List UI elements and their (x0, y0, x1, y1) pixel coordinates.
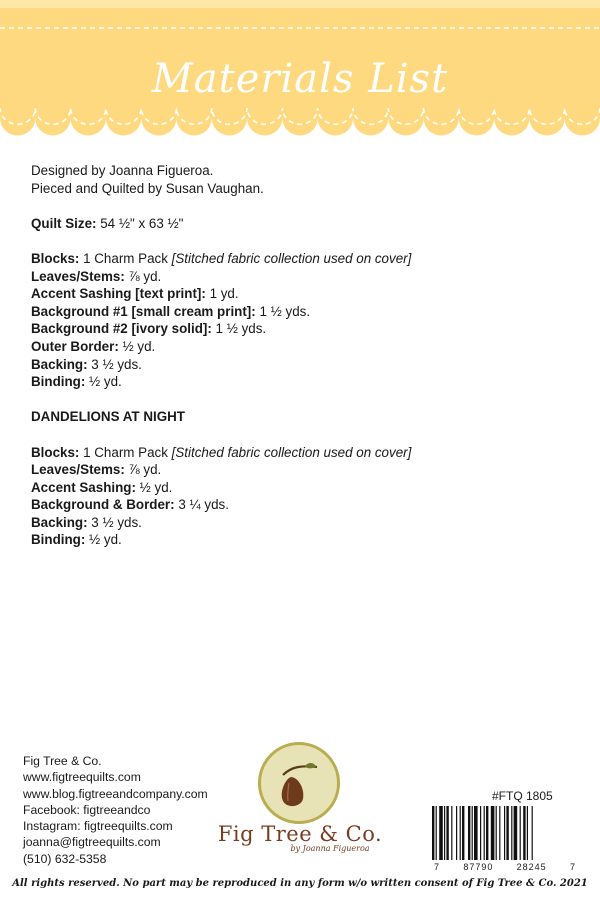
material-value: ½ yd. (135, 479, 173, 495)
material-item (31, 338, 576, 356)
material-item (31, 250, 576, 268)
material-item (31, 285, 576, 303)
quilt-size (31, 215, 576, 233)
material-value: 1 ½ yds. (211, 321, 267, 337)
material-label: Background #2 [ivory solid]: (31, 321, 212, 337)
material-item (31, 496, 576, 514)
logo-wordmark: Fig Tree & Co. (217, 822, 383, 846)
website-link[interactable]: www.figtreequilts.com (23, 770, 141, 785)
material-label: Background #1 [small cream print]: (31, 303, 256, 319)
page-title: Materials List (151, 56, 449, 102)
material-label: Blocks: (31, 250, 80, 266)
rights-notice: All rights reserved. No part may be reproduced in any form w/o written consent of Fig Tree & Co. 2021 (12, 878, 588, 889)
material-label: Accent Sashing [text print]: (31, 286, 206, 302)
logo-byline: by Joanna Figueroa (290, 844, 370, 853)
material-label: Binding: (31, 374, 86, 390)
material-value: ⅞ yd. (124, 462, 162, 478)
material-value: 1 Charm Pack (79, 444, 172, 460)
barcode-digit-group: 7 (434, 862, 441, 872)
section-heading: DANDELIONS AT NIGHT (31, 409, 185, 425)
material-value: 1 ½ yds. (255, 303, 311, 319)
material-list-primary (31, 250, 576, 391)
quilt-size-label: Quilt Size: (31, 215, 97, 231)
material-item (31, 514, 576, 532)
email-link[interactable]: joanna@figtreequilts.com (23, 835, 161, 850)
barcode-digit-group: 7 (569, 862, 576, 872)
material-note: [Stitched fabric collection used on cover] (171, 444, 412, 460)
material-label: Leaves/Stems: (31, 462, 125, 478)
blog-link[interactable]: www.blog.figtreeandcompany.com (23, 786, 208, 801)
material-value: ½ yd. (118, 338, 156, 354)
facebook-handle: Facebook: figtreeandco (23, 802, 151, 817)
credit-designer: Designed by Joanna Figueroa. (31, 163, 214, 178)
material-value: 1 yd. (205, 286, 239, 302)
barcode-icon (430, 806, 576, 870)
materials-content (31, 162, 576, 549)
material-item (31, 531, 576, 549)
material-value: 3 ¼ yds. (174, 497, 229, 513)
instagram-handle: Instagram: figtreequilts.com (23, 819, 173, 834)
company-name: Fig Tree & Co. (23, 754, 102, 768)
material-value: ½ yd. (85, 532, 122, 548)
phone-number: (510) 632-5358 (23, 851, 107, 866)
fig-icon (258, 742, 340, 824)
quilt-size-value: 54 ½" x 63 ½" (96, 215, 184, 231)
material-item (31, 444, 576, 462)
material-item (31, 268, 576, 286)
material-item (31, 303, 576, 321)
barcode-digits (434, 862, 576, 872)
material-value: 1 Charm Pack (79, 250, 172, 266)
material-item (31, 373, 576, 391)
material-value: ⅞ yd. (124, 268, 162, 284)
credit-quilter: Pieced and Quilted by Susan Vaughan. (31, 180, 264, 196)
material-value: 3 ½ yds. (87, 356, 142, 372)
material-label: Accent Sashing: (31, 479, 136, 495)
material-item (31, 320, 576, 338)
material-label: Backing: (31, 356, 88, 372)
material-label: Binding: (31, 532, 86, 548)
material-item (31, 479, 576, 497)
material-item (31, 356, 576, 374)
material-list-night (31, 444, 576, 550)
barcode-digit-group: 28245 (516, 862, 547, 872)
material-item (31, 461, 576, 479)
fig-tree-logo (200, 742, 400, 854)
material-label: Blocks: (31, 444, 80, 460)
material-value: 3 ½ yds. (87, 514, 142, 530)
material-label: Outer Border: (31, 338, 119, 354)
material-label: Background & Border: (31, 497, 175, 513)
material-label: Backing: (31, 514, 88, 530)
pattern-number: #FTQ 1805 (492, 789, 553, 803)
material-label: Leaves/Stems: (31, 268, 125, 284)
contact-info (23, 753, 208, 867)
material-value: ½ yd. (85, 374, 122, 390)
barcode-digit-group: 87790 (463, 862, 494, 872)
material-note: [Stitched fabric collection used on cover] (171, 250, 412, 266)
